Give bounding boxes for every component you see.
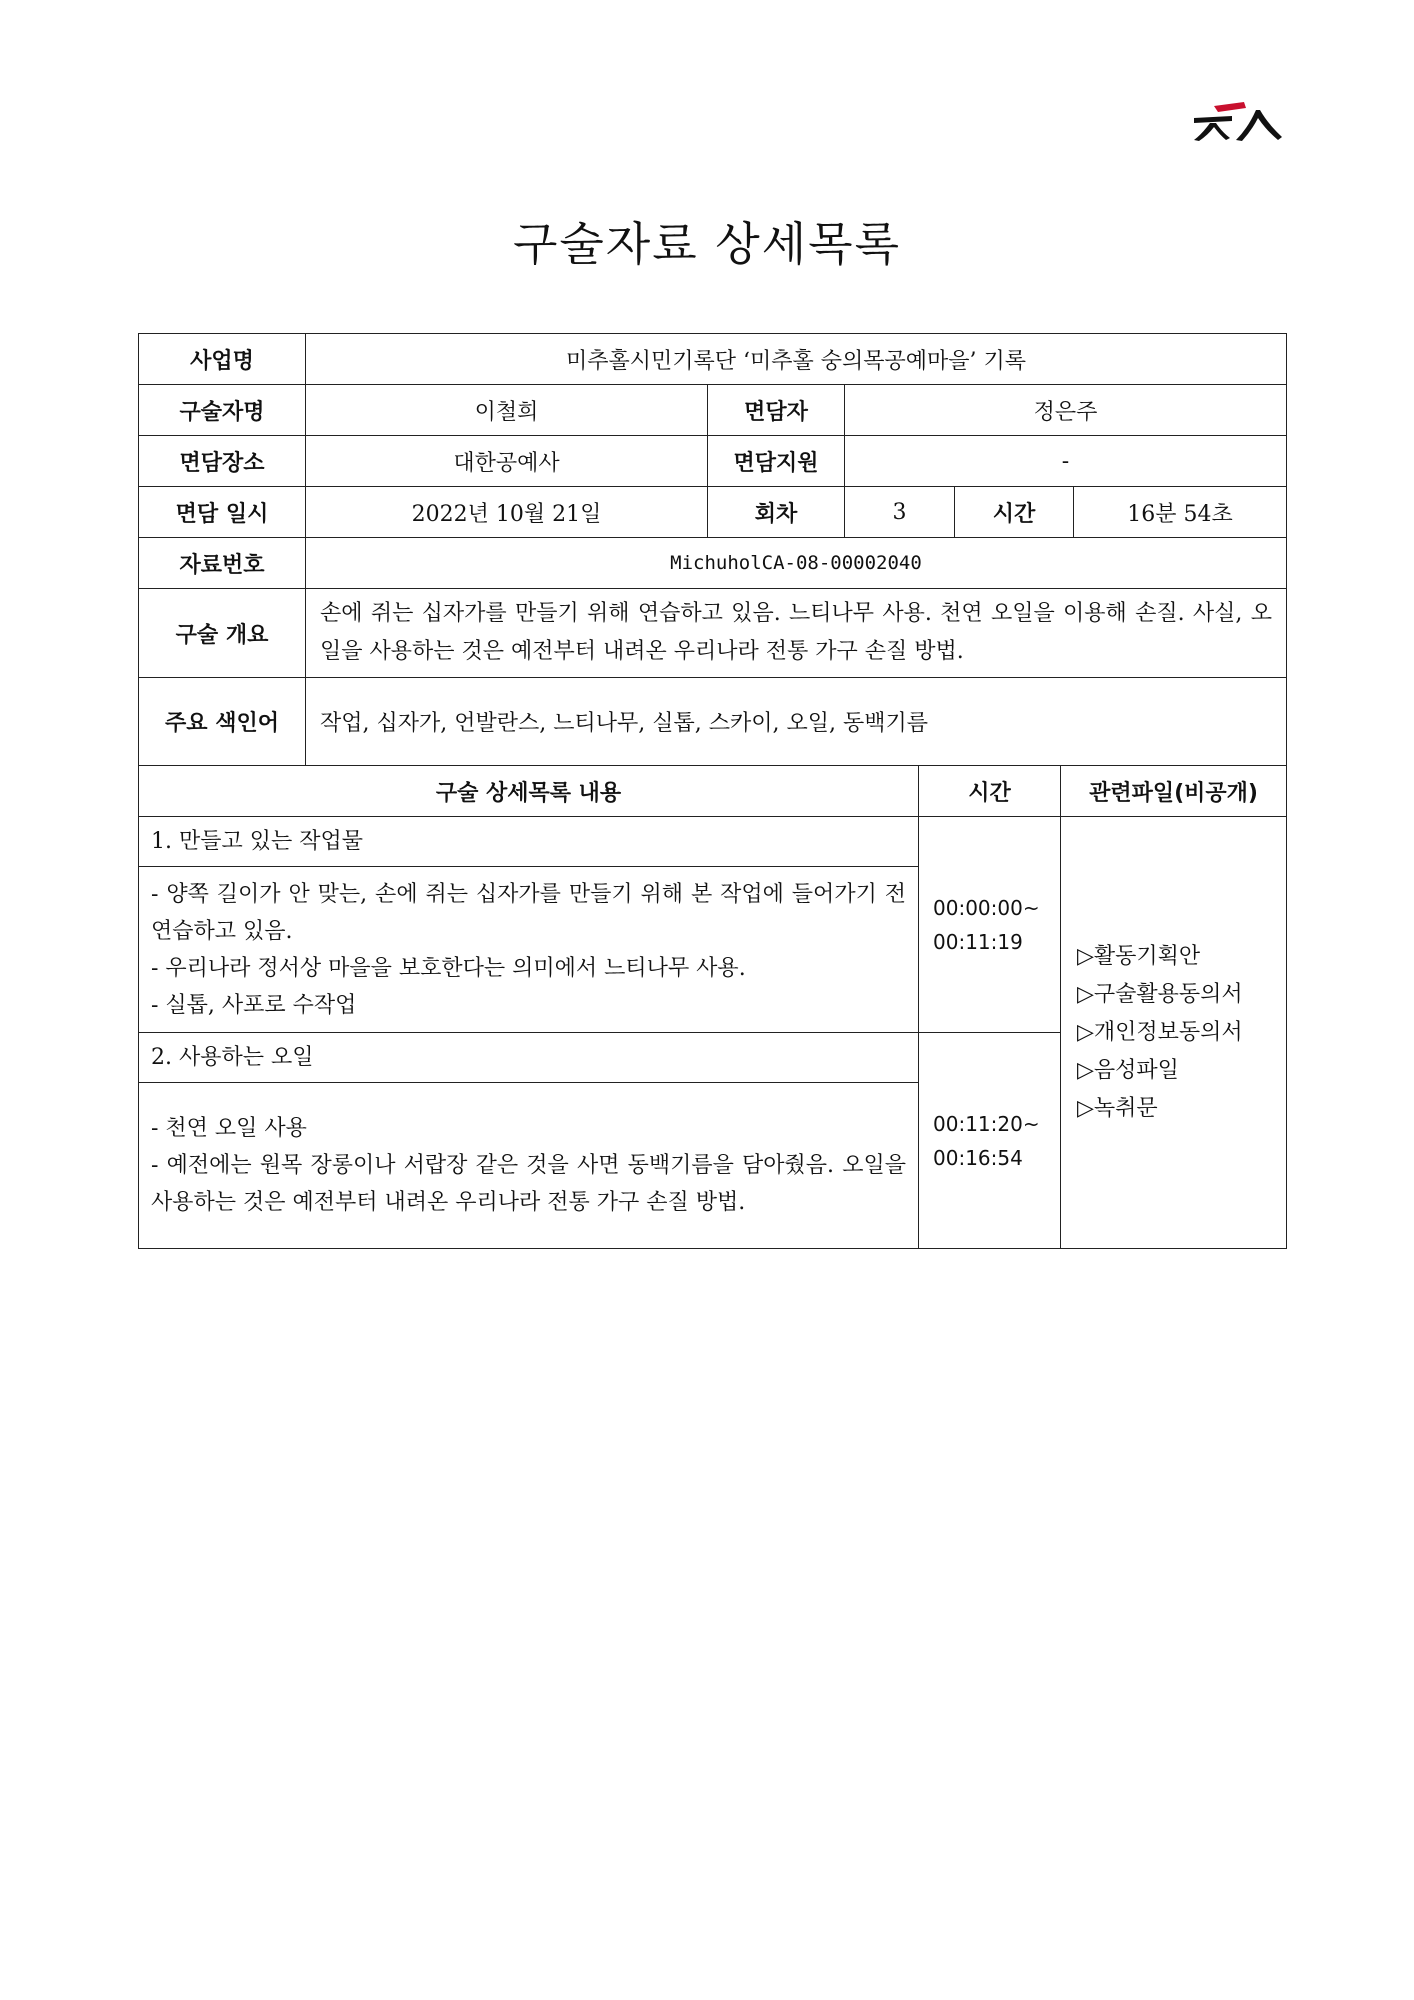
section-1-body bbox=[139, 867, 919, 1033]
record-no-value: MichuholCA-08-00002040 bbox=[306, 538, 1287, 589]
detail-table bbox=[138, 765, 1287, 1249]
narrator-label: 구술자명 bbox=[139, 385, 306, 436]
keywords-label: 주요 색인어 bbox=[139, 678, 306, 766]
date-label: 면담 일시 bbox=[139, 487, 306, 538]
interviewer-value: 정은주 bbox=[845, 385, 1287, 436]
section-1-time-start: 00:00:00~ bbox=[933, 895, 1040, 920]
file-privacy-consent: ▷개인정보동의서 bbox=[1077, 1019, 1243, 1045]
date-value: 2022년 10월 21일 bbox=[306, 487, 708, 538]
summary-label: 구술 개요 bbox=[139, 589, 306, 678]
section-2-title: 2. 사용하는 오일 bbox=[139, 1033, 919, 1083]
section-2-body bbox=[139, 1083, 919, 1249]
duration-label: 시간 bbox=[955, 487, 1074, 538]
file-audio: ▷음성파일 bbox=[1077, 1057, 1179, 1083]
detail-header-time: 시간 bbox=[919, 766, 1061, 817]
cha-logo-icon bbox=[1192, 100, 1282, 142]
section-2-time bbox=[919, 1033, 1061, 1249]
narrator-value: 이철희 bbox=[306, 385, 708, 436]
interviewer-label: 면담자 bbox=[708, 385, 845, 436]
section-1-time-end: 00:11:19 bbox=[933, 929, 1023, 954]
section-1-line-3: - 실톱, 사포로 수작업 bbox=[151, 992, 357, 1018]
support-value: - bbox=[845, 436, 1287, 487]
related-files bbox=[1061, 817, 1287, 1249]
project-label: 사업명 bbox=[139, 334, 306, 385]
section-1-title: 1. 만들고 있는 작업물 bbox=[139, 817, 919, 867]
duration-value: 16분 54초 bbox=[1074, 487, 1287, 538]
record-no-label: 자료번호 bbox=[139, 538, 306, 589]
session-label: 회차 bbox=[708, 487, 845, 538]
section-2-time-start: 00:11:20~ bbox=[933, 1111, 1040, 1136]
session-value: 3 bbox=[845, 487, 955, 538]
section-1-line-1: - 양쪽 길이가 안 맞는, 손에 쥐는 십자가를 만들기 위해 본 작업에 들어가기 전 연습하고 있음. bbox=[151, 881, 906, 944]
section-1-time bbox=[919, 817, 1061, 1033]
section-1-line-2: - 우리나라 정서상 마을을 보호한다는 의미에서 느티나무 사용. bbox=[151, 955, 746, 981]
page-title: 구술자료 상세목록 bbox=[512, 217, 902, 271]
meta-table bbox=[138, 333, 1287, 766]
file-activity-plan: ▷활동기획안 bbox=[1077, 943, 1201, 969]
file-transcript: ▷녹취문 bbox=[1077, 1095, 1158, 1121]
support-label: 면담지원 bbox=[708, 436, 845, 487]
section-2-time-end: 00:16:54 bbox=[933, 1145, 1023, 1170]
summary-value: 손에 쥐는 십자가를 만들기 위해 연습하고 있음. 느티나무 사용. 천연 오일을 이용해 손질. 사실, 오일을 사용하는 것은 예전부터 내려온 우리나라 전통 가구 손질 방법. bbox=[306, 589, 1287, 678]
place-label: 면담장소 bbox=[139, 436, 306, 487]
detail-header-files: 관련파일(비공개) bbox=[1061, 766, 1287, 817]
project-value: 미추홀시민기록단 ‘미추홀 숭의목공예마을’ 기록 bbox=[306, 334, 1287, 385]
section-2-line-2: - 예전에는 원목 장롱이나 서랍장 같은 것을 사면 동백기름을 담아줬음. 오일을 사용하는 것은 예전부터 내려온 우리나라 전통 가구 손질 방법. bbox=[151, 1153, 906, 1215]
file-oral-consent: ▷구술활용동의서 bbox=[1077, 981, 1243, 1007]
detail-header-content: 구술 상세목록 내용 bbox=[139, 766, 919, 817]
section-2-line-1: - 천연 오일 사용 bbox=[151, 1116, 307, 1141]
place-value: 대한공예사 bbox=[306, 436, 708, 487]
keywords-value: 작업, 십자가, 언발란스, 느티나무, 실톱, 스카이, 오일, 동백기름 bbox=[306, 678, 1287, 766]
